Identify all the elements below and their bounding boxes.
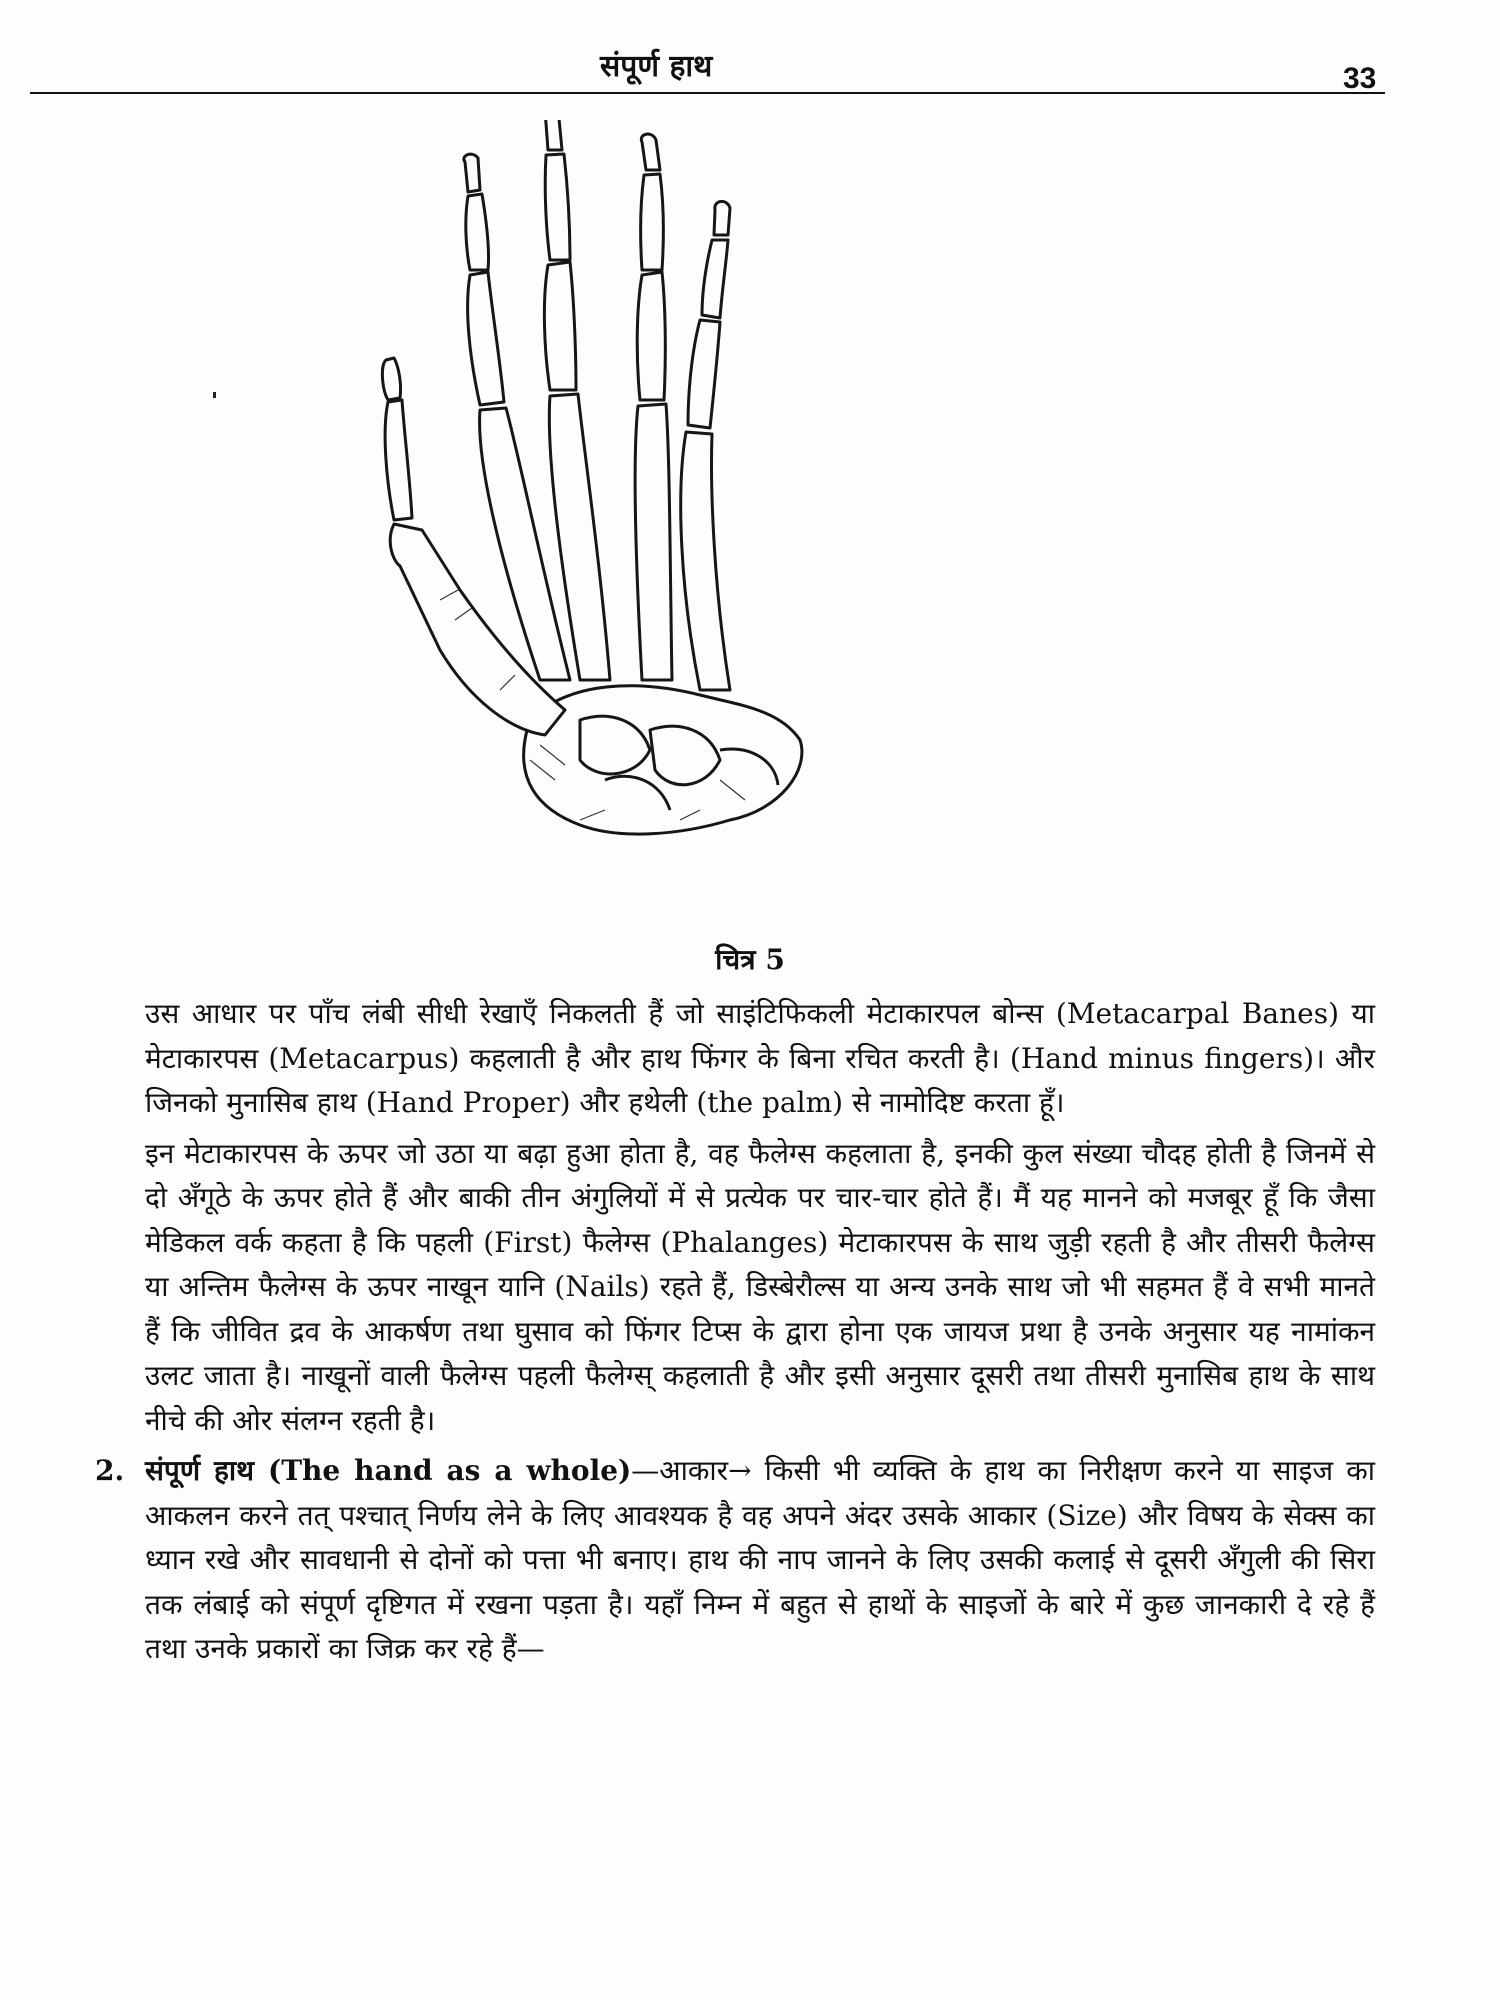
paragraph: इन मेटाकारपस के ऊपर जो उठा या बढ़ा हुआ होता है, वह फैलेग्स कहलाता है, इनकी कुल संख्या चौदह होती है जिनमें से दो अँगूठे के ऊपर होते हैं और बाकी तीन अंगुलियों में से प्रत्येक पर चार-चार होते हैं। मैं यह मानने को मजबूर हूँ कि जैसा मेडिकल वर्क कहता है कि पहली (First) फैलेग्स (Phalanges) मेटाकारपस के साथ जुड़ी रहती है और तीसरी फैलेग्स या अन्तिम फैलेग्स के ऊपर नाखून यानि (Nails) रहते हैं, डिस्बेरौल्स या अन्य उनके साथ जो भी सहमत हैं वे सभी मानते हैं कि जीवित द्रव के आकर्षण तथा घुसाव को फिंगर टिप्स के द्वारा होना एक जायज प्रथा है उनके अनुसार यह नामांकन उलट जाता है। नाखूनों वाली फैलेग्स पहली फैलेग्स् कहलाती है और इसी अनुसार दूसरी तथा तीसरी मुनासिब हाथ के साथ नीचे की ओर संलग्न रहती है। [145, 1136, 1375, 1437]
numbered-item [95, 1449, 1376, 1672]
hand-skeleton-illustration [380, 120, 930, 900]
item-text: —आकार→ किसी भी व्यक्ति के हाथ का निरीक्षण करने या साइज का आकलन करने तत् पश्चात् निर्णय लेने के लिए आवश्यक है वह अपने अंदर उसके आकार (Size) और विषय के सेक्स का ध्यान रखे और सावधानी से दोनों को पत्ता भी बनाए। हाथ की नाप जानने के लिए उसकी कलाई से दूसरी अँगुली की सिरा तक लंबाई को संपूर्ण दृष्टिगत में रखना पड़ता है। यहाँ निम्न में बहुत से हाथों के साइजों के बारे में कुछ जानकारी दे रहे हैं तथा उनके प्रकारों का जिक्र कर रहे हैं— [145, 1454, 1376, 1665]
item-heading: संपूर्ण हाथ (The hand as a whole) [145, 1454, 632, 1487]
middle-finger-bones [544, 120, 610, 680]
item-number: 2. [95, 1454, 125, 1487]
paragraph: उस आधार पर पाँच लंबी सीधी रेखाएँ निकलती हैं जो साइंटिफिकली मेटाकारपल बोन्स (Metacarpal Banes) या मेटाकारपस (Metacarpus) कहलाती है और हाथ फिंगर के बिना रचित करती है। (Hand minus fingers)। और जिनको मुनासिब हाथ (Hand Proper) और हथेली (the palm) से नामोदिष्ट करता हूँ। [145, 997, 1375, 1119]
header-rule [30, 92, 1385, 94]
running-title: संपूर्ण हाथ [600, 49, 713, 84]
page-number: 33 [1343, 62, 1377, 95]
figure-caption: चित्र 5 [715, 943, 785, 976]
print-speck [213, 392, 216, 398]
carpal-bones [524, 686, 802, 834]
ring-finger-bones [635, 134, 672, 680]
running-header [0, 44, 1500, 94]
little-finger-bones [681, 201, 730, 690]
hand-bones-drawing [380, 120, 930, 900]
body-text [95, 992, 1376, 1672]
